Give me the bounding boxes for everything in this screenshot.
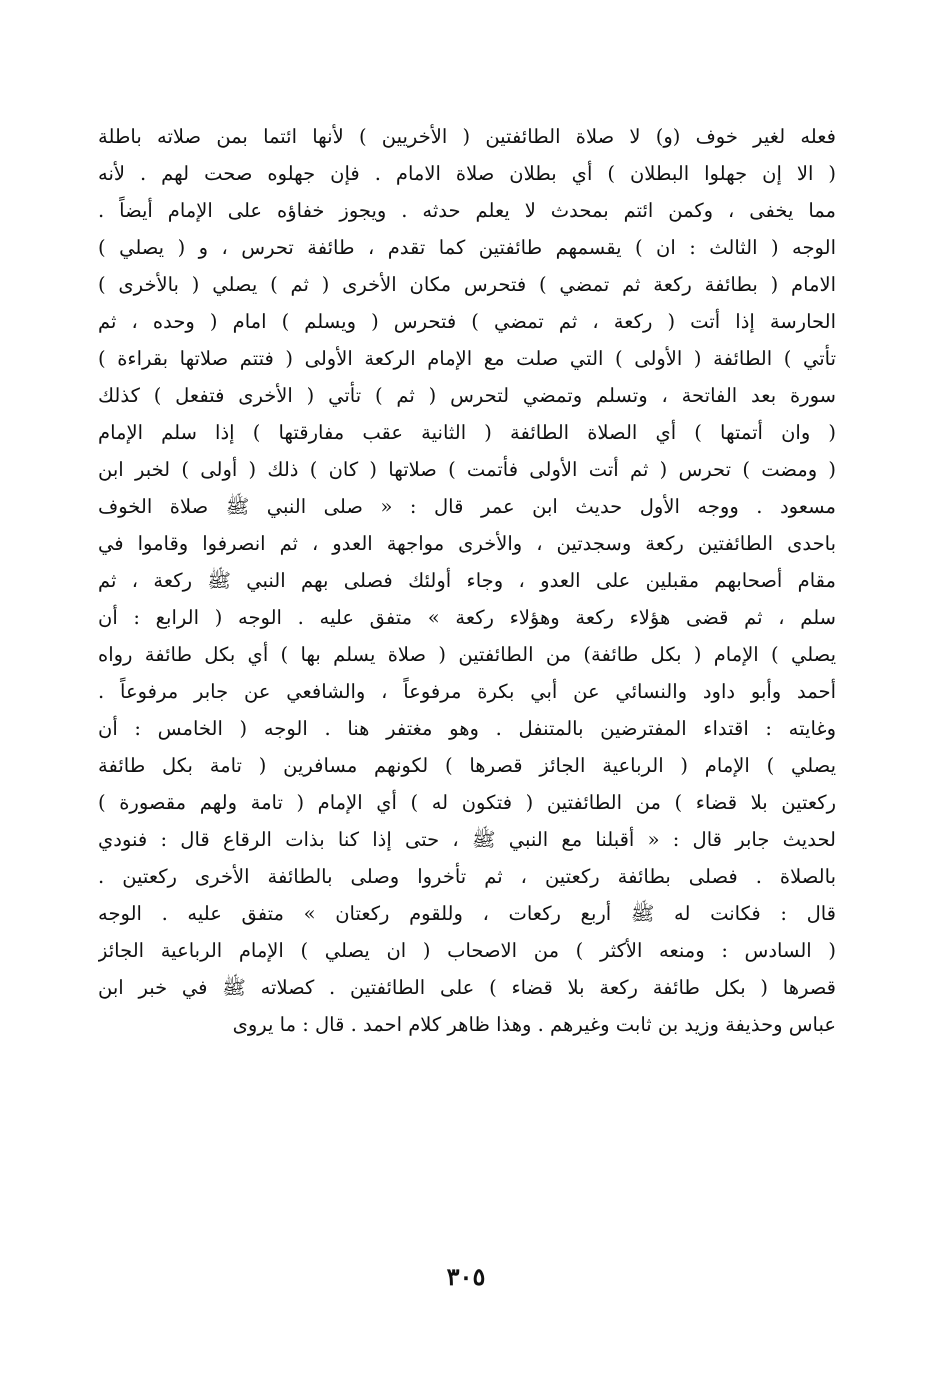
text-line: بالصلاة . فصلى بطائفة ركعتين ، ثم تأخروا وصلى بالطائفة الأخرى ركعتين .	[98, 865, 836, 888]
text-line: سلم ، ثم قضى هؤلاء ركعة وهؤلاء ركعة » متفق عليه . الوجه ( الرابع : أن	[98, 606, 836, 629]
text-line: تأتي ) الطائفة ( الأولى ) التي صلت مع الإمام الركعة الأولى ( فتتم صلاتها بقراءة )	[98, 347, 836, 370]
text-line: ( وان أتمتها ) أي الصلاة الطائفة ( الثانية عقب مفارقتها ) إذا سلم الإمام	[98, 421, 836, 444]
page-number: ٣٠٥	[446, 1262, 486, 1291]
text-line: سورة بعد الفاتحة ، وتسلم وتمضي لتحرس ( ثم ) تأتي ( الأخرى فتفعل ) كذلك	[98, 384, 836, 407]
text-line: لحديث جابر قال : « أقبلنا مع النبي ﷺ ، حتى إذا كنا بذات الرقاع قال : فنودي	[98, 828, 836, 851]
text-line: يصلي ) الإمام ( بكل طائفة) من الطائفتين ( صلاة يسلم بها ) أي بكل طائفة رواه	[98, 643, 836, 666]
text-line: قال : فكانت له ﷺ أربع ركعات ، وللقوم ركعتان » متفق عليه . الوجه	[98, 902, 836, 925]
text-line: مما يخفى ، وكمن ائتم بمحدث لا يعلم حدثه . ويجوز خفاؤه على الإمام أيضاً .	[98, 199, 836, 222]
text-line: عباس وحذيفة وزيد بن ثابت وغيرهم . وهذا ظاهر كلام احمد . قال : ما يروى	[232, 1013, 836, 1036]
text-line: مسعود . ووجه الأول حديث ابن عمر قال : « صلى النبي ﷺ صلاة الخوف	[98, 495, 836, 518]
text-line: مقام أصحابهم مقبلين على العدو ، وجاء أولئك فصلى بهم النبي ﷺ ركعة ، ثم	[98, 569, 836, 592]
text-line: ركعتين بلا قضاء ) من الطائفتين ( فتكون له ) أي الإمام ( تامة ولهم مقصورة )	[98, 791, 836, 814]
text-line: الامام ( بطائفة ركعة ثم تمضي ) فتحرس مكان الأخرى ( ثم ) يصلي ( بالأخرى )	[98, 273, 836, 296]
text-line: باحدى الطائفتين ركعة وسجدتين ، والأخرى مواجهة العدو ، ثم انصرفوا وقاموا في	[98, 532, 836, 555]
text-line: الحارسة إذا أتت ( ركعة ، ثم تمضي ) فتحرس ( ويسلم ) امام ( وحده ، ثم	[98, 310, 836, 333]
text-line: ( السادس : ومنعه الأكثر ) من الاصحاب ( ان يصلي ) الإمام الرباعية الجائز	[98, 939, 836, 962]
text-line: وغايته : اقتداء المفترضين بالمتنفل . وهو مغتفر هنا . الوجه ( الخامس : أن	[98, 717, 836, 740]
text-line: قصرها ( بكل طائفة ركعة بلا قضاء ) على الطائفتين . كصلاته ﷺ في خبر ابن	[98, 976, 836, 999]
text-line: أحمد وأبو داود والنسائي عن أبي بكرة مرفوعاً ، والشافعي عن جابر مرفوعاً .	[98, 680, 836, 703]
body-text	[98, 118, 836, 1043]
text-line: الوجه ( الثالث : ان ) يقسمهم طائفتين كما تقدم ، طائفة تحرس ، و ( يصلي )	[98, 236, 836, 259]
text-line: فعله لغير خوف (و) لا صلاة الطائفتين ( الأخريين ) لأنها ائتما بمن صلاته باطلة	[98, 125, 836, 148]
text-line: يصلي ) الإمام ( الرباعية الجائز قصرها ) لكونهم مسافرين ( تامة بكل طائفة	[98, 754, 836, 777]
text-line: ( الا إن جهلوا البطلان ) أي بطلان صلاة الامام . فإن جهلوه صحت لهم . لأنه	[98, 162, 836, 185]
text-line: ( ومضت ) تحرس ( ثم أتت الأولى فأتمت ) صلاتها ( كان ) ذلك ( أولى ) لخبر ابن	[98, 458, 836, 481]
